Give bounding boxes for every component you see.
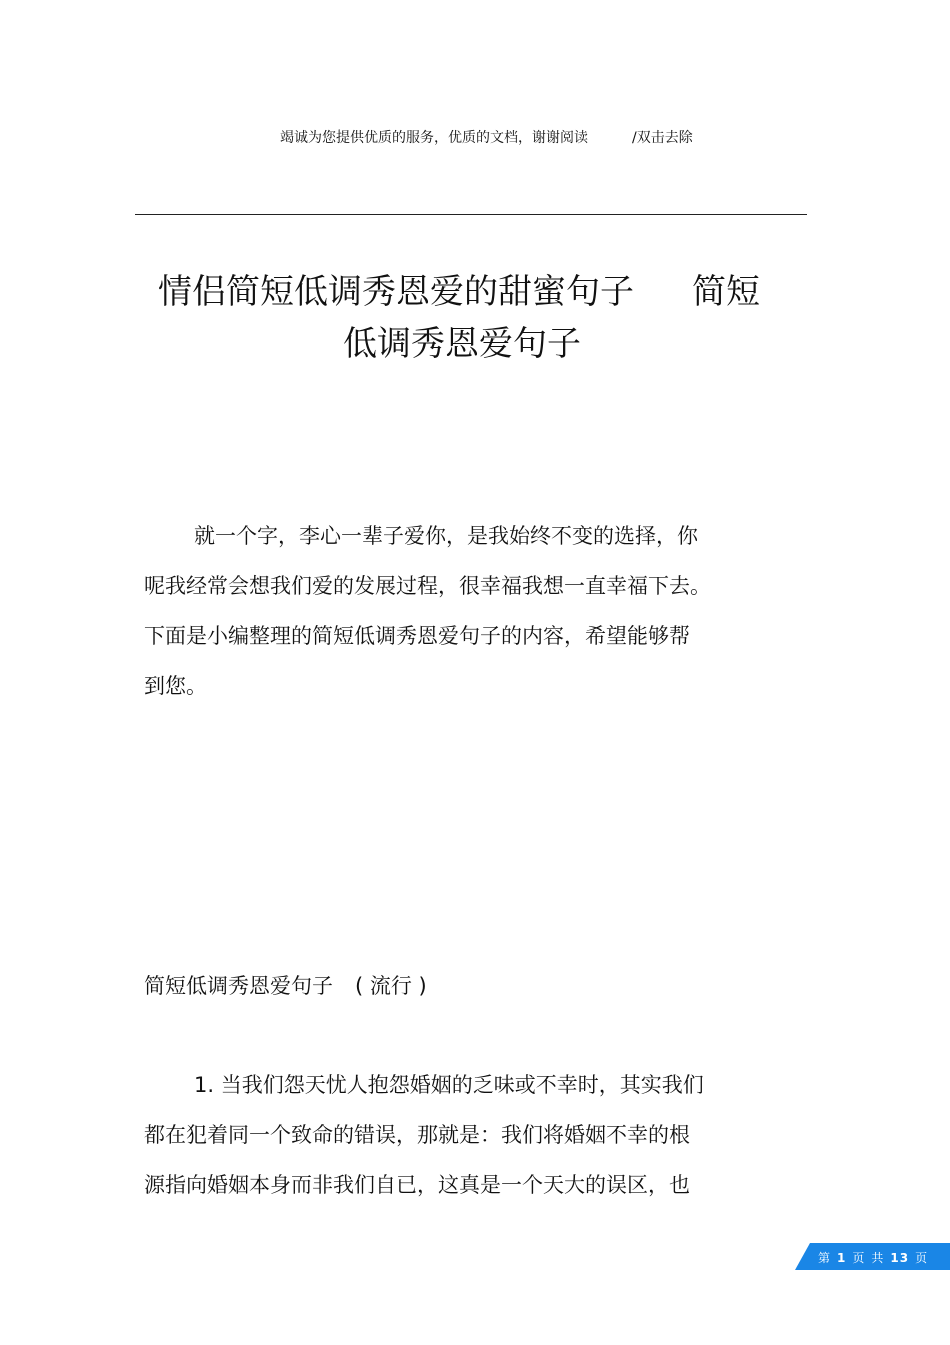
section-heading-suffix: ( 流行 ) [355,974,427,998]
page-total: 13 [890,1251,910,1265]
item-1-line-2: 都在犯着同一个致命的错误，那就是：我们将婚姻不幸的根 [144,1123,690,1147]
intro-line-2: 呢我经常会想我们爱的发展过程，很幸福我想一直幸福下去。 [144,574,711,598]
item-1-line-3: 源指向婚姻本身而非我们自已，这真是一个天大的误区，也 [144,1173,690,1197]
item-1-line-1: 1. 当我们怨天忧人抱怨婚姻的乏味或不幸时，其实我们 [194,1073,704,1097]
page-current: 1 [837,1251,847,1265]
document-title-line-1 [158,264,760,313]
intro-line-1: 就一个字，李心一辈子爱你，是我始终不变的选择，你 [194,524,698,548]
title-part-1: 情侣简短低调秀恩爱的甜蜜句子 [158,272,634,312]
header-divider [135,214,807,215]
intro-line-3: 下面是小编整理的简短低调秀恩爱句子的内容，希望能够帮 [144,624,690,648]
section-heading [144,970,427,1000]
page-prefix: 第 [818,1251,832,1265]
title-part-2: 简短 [692,272,760,312]
page-suffix: 页 [915,1251,929,1265]
section-heading-text: 简短低调秀恩爱句子 [144,974,333,998]
header-note [280,127,693,147]
header-note-suffix: /双击去除 [632,130,693,146]
header-note-main: 竭诚为您提供优质的服务，优质的文档，谢谢阅读 [280,130,588,146]
page-total-label: 共 [871,1251,885,1265]
intro-line-4: 到您。 [144,674,207,698]
document-title-line-2: 低调秀恩爱句子 [343,324,581,364]
page-label: 页 [852,1251,866,1265]
page-indicator [818,1249,928,1266]
